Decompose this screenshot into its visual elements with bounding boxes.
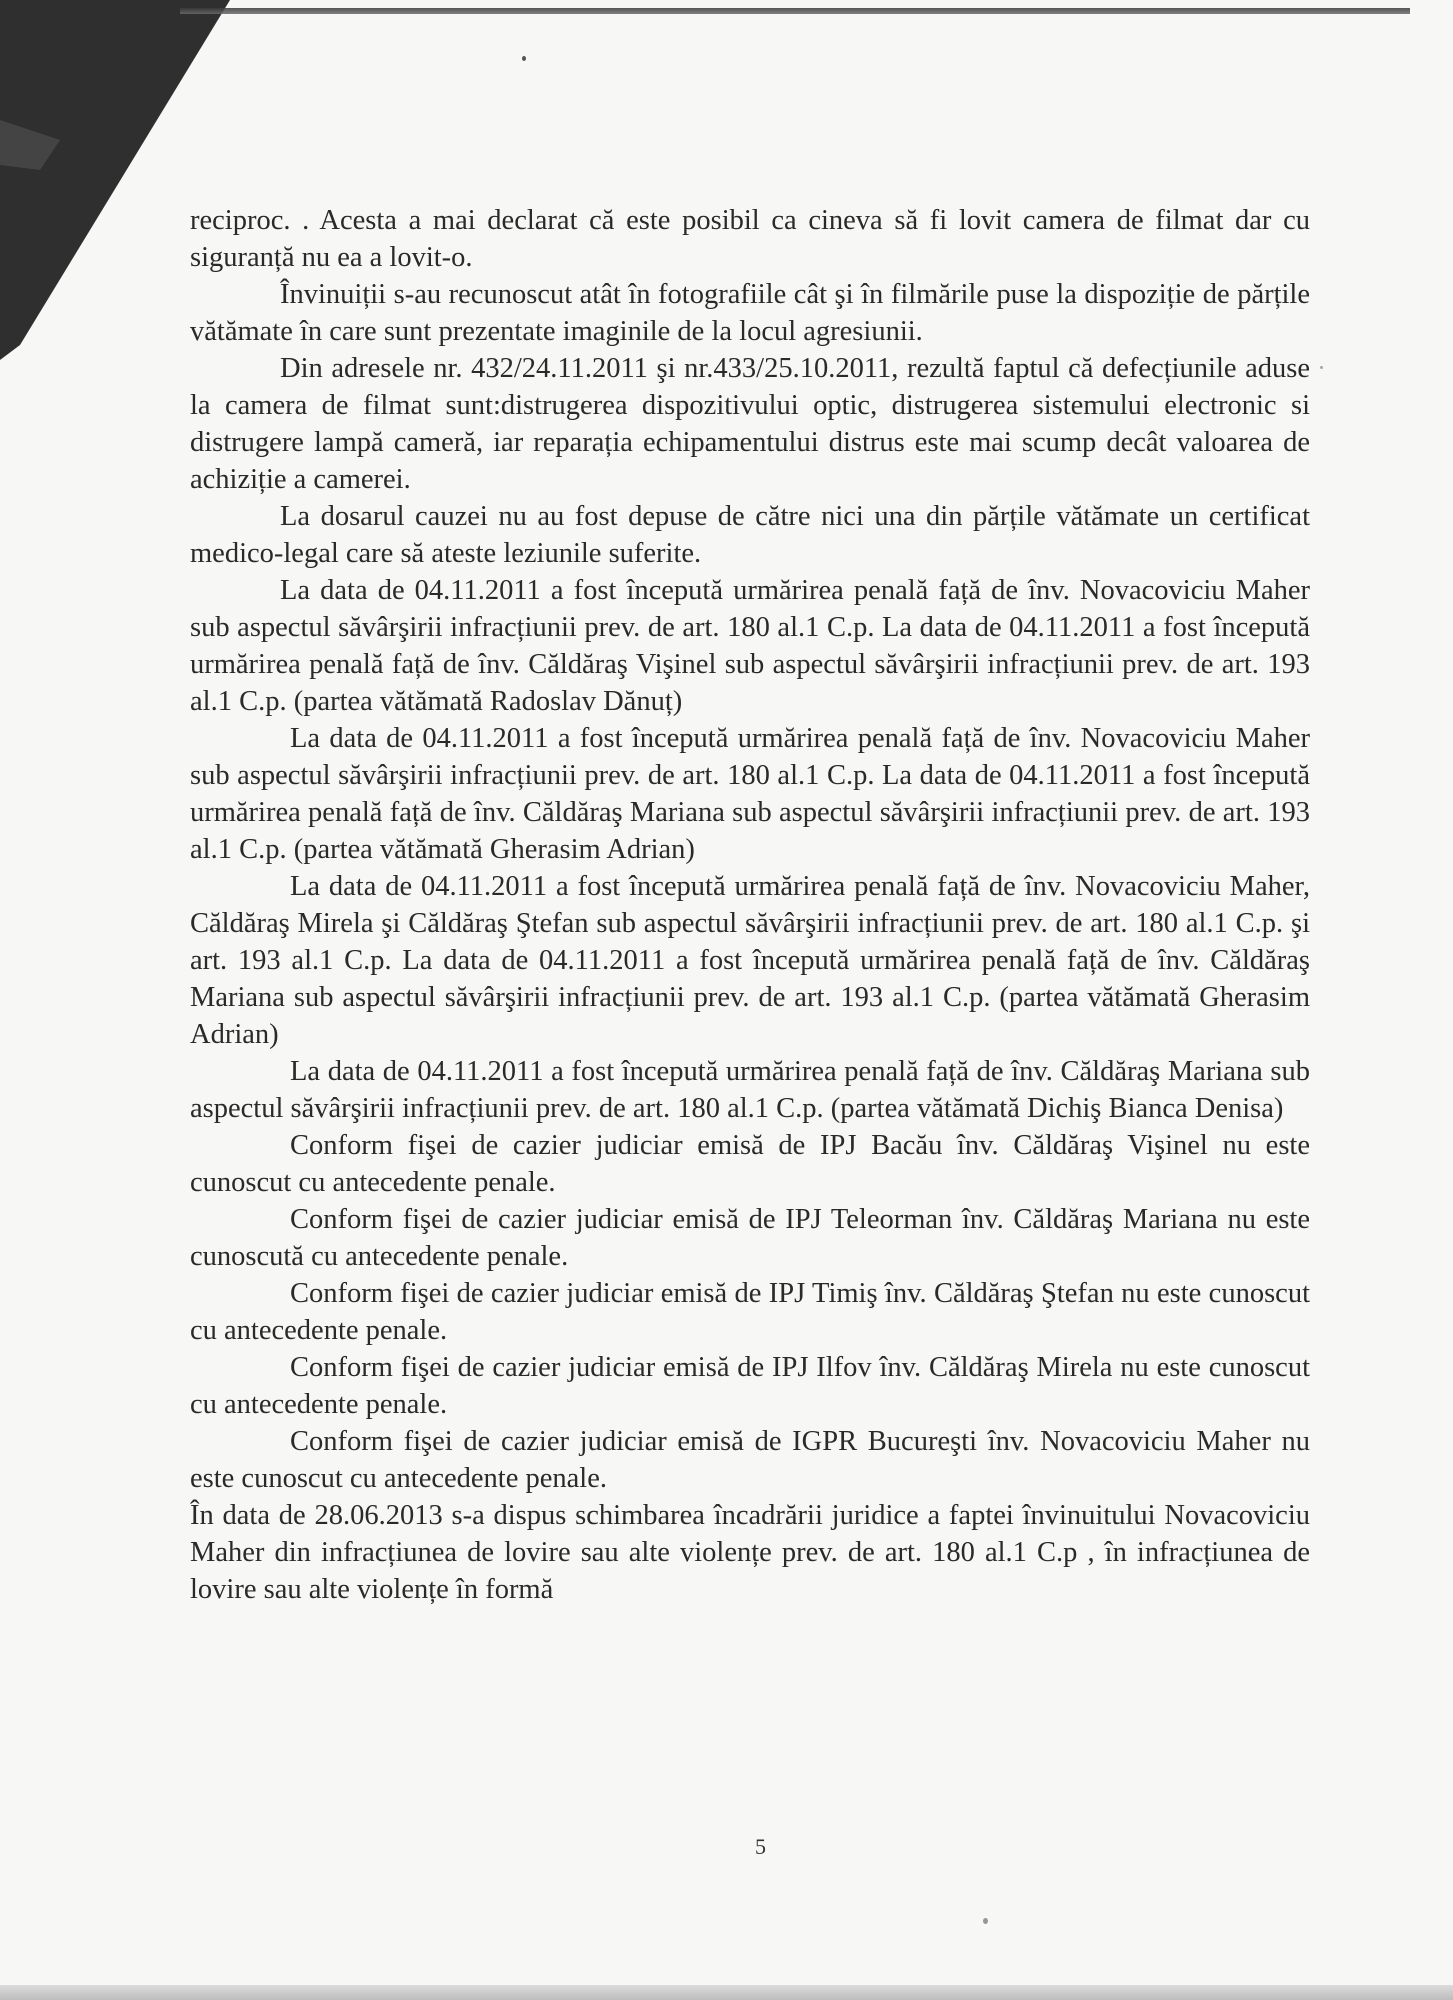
paragraph-9: Conform fişei de cazier judiciar emisă de IPJ Bacău înv. Căldăraş Vişinel nu este cunoscut cu antecedente penale. bbox=[190, 1130, 1310, 1198]
paragraph-14: În data de 28.06.2013 s-a dispus schimbarea încadrării juridice a faptei învinuitului Novacoviciu Maher din infracțiunea de lovire sau alte violențe prev. de art. 180 al.1 C.p , în infracțiunea de lovire sau alte violențe în formă bbox=[190, 1500, 1310, 1605]
page-number: 5 bbox=[755, 1834, 766, 1859]
paragraph-13: Conform fişei de cazier judiciar emisă de IGPR Bucureşti înv. Novacoviciu Maher nu este cunoscut cu antecedente penale. bbox=[190, 1426, 1310, 1494]
document-body bbox=[190, 202, 1310, 1608]
paragraph-11: Conform fişei de cazier judiciar emisă de IPJ Timiş înv. Căldăraş Ştefan nu este cunoscut cu antecedente penale. bbox=[190, 1278, 1310, 1346]
paragraph-2: Învinuiții s-au recunoscut atât în fotografiile cât şi în filmările puse la dispoziție de părțile vătămate în care sunt prezentate imaginile de la locul agresiunii. bbox=[190, 279, 1310, 347]
paragraph-8: La data de 04.11.2011 a fost începută urmărirea penală față de înv. Căldăraş Mariana sub aspectul săvârşirii infracțiunii prev. de art. 180 al.1 C.p. (partea vătămată Dichiş Bianca Denisa) bbox=[190, 1056, 1310, 1124]
scan-speck bbox=[1320, 366, 1323, 369]
scan-speck bbox=[983, 1918, 988, 1924]
paragraph-3: Din adresele nr. 432/24.11.2011 şi nr.433/25.10.2011, rezultă faptul că defecțiunile aduse la camera de filmat sunt:distrugerea dispozitivului optic, distrugerea sistemului electronic si distrugere lampă cameră, iar reparația echipamentului distrus este mai scump decât valoarea de achiziție a camerei. bbox=[190, 353, 1310, 495]
paragraph-10: Conform fişei de cazier judiciar emisă de IPJ Teleorman înv. Căldăraş Mariana nu este cunoscută cu antecedente penale. bbox=[190, 1204, 1310, 1272]
scan-bottom-edge bbox=[0, 1985, 1453, 2000]
paragraph-5: La data de 04.11.2011 a fost începută urmărirea penală față de înv. Novacoviciu Maher sub aspectul săvârşirii infracțiunii prev. de art. 180 al.1 C.p. La data de 04.11.2011 a fost începută urmărirea penală față de înv. Căldăraş Vişinel sub aspectul săvârşirii infracțiunii prev. de art. 193 al.1 C.p. (partea vătămată Radoslav Dănuț) bbox=[190, 575, 1310, 717]
paragraph-7: La data de 04.11.2011 a fost începută urmărirea penală față de înv. Novacoviciu Maher, Căldăraş Mirela şi Căldăraş Ştefan sub aspectul săvârşirii infracțiunii prev. de art. 180 al.1 C.p. şi art. 193 al.1 C.p. La data de 04.11.2011 a fost începută urmărirea penală față de înv. Căldăraş Mariana sub aspectul săvârşirii infracțiunii prev. de art. 193 al.1 C.p. (partea vătămată Gherasim Adrian) bbox=[190, 871, 1310, 1050]
paragraph-12: Conform fişei de cazier judiciar emisă de IPJ Ilfov înv. Căldăraş Mirela nu este cunoscut cu antecedente penale. bbox=[190, 1352, 1310, 1420]
paragraph-6: La data de 04.11.2011 a fost începută urmărirea penală față de înv. Novacoviciu Maher sub aspectul săvârşirii infracțiunii prev. de art. 180 al.1 C.p. La data de 04.11.2011 a fost începută urmărirea penală față de înv. Căldăraş Mariana sub aspectul săvârşirii infracțiunii prev. de art. 193 al.1 C.p. (partea vătămată Gherasim Adrian) bbox=[190, 723, 1310, 865]
scan-speck bbox=[522, 56, 526, 61]
scan-top-edge bbox=[180, 8, 1410, 14]
paragraph-1: reciproc. . Acesta a mai declarat că este posibil ca cineva să fi lovit camera de filmat dar cu siguranță nu ea a lovit-o. bbox=[190, 205, 1310, 273]
paragraph-4: La dosarul cauzei nu au fost depuse de către nici una din părțile vătămate un certificat medico-legal care să ateste leziunile suferite. bbox=[190, 501, 1310, 569]
